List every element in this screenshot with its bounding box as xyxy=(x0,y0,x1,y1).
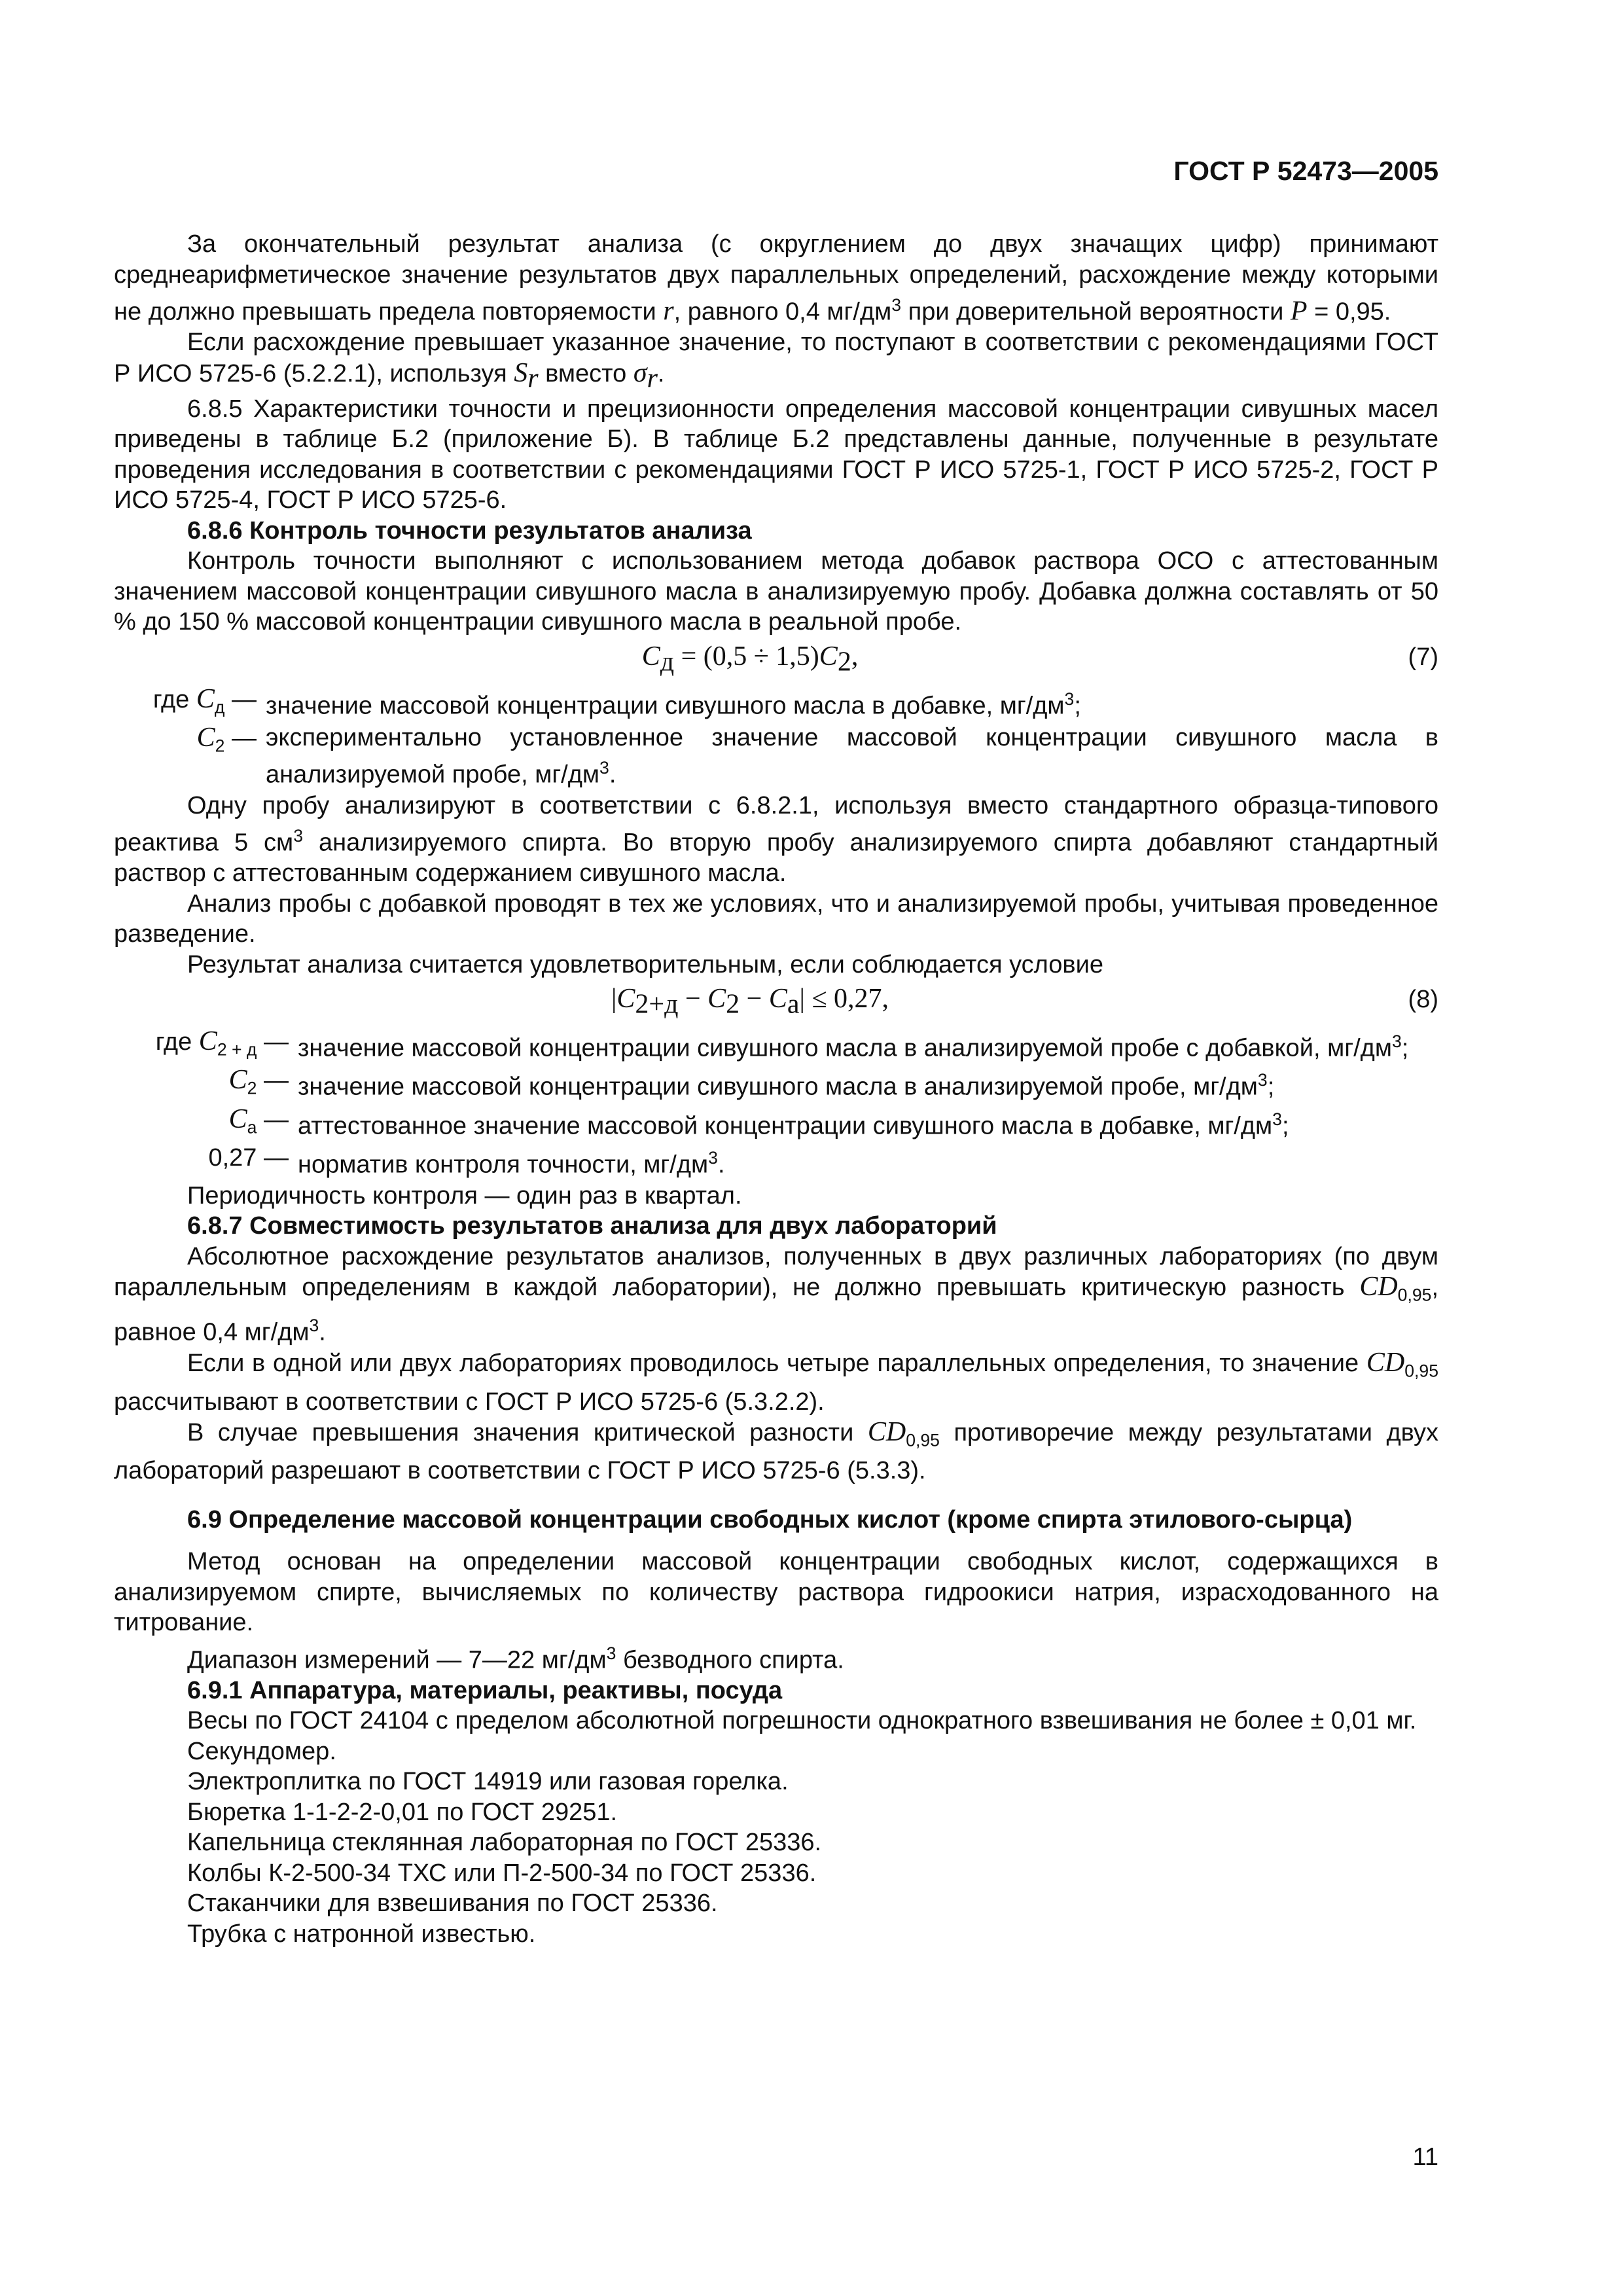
paragraph-6-8-5: 6.8.5 Характеристики точности и прецизионности определения массовой концентрации сивушных масел приведены в таблице Б.2 (приложение Б). В таблице Б.2 представлены данные, полученные в результате проведения исследования в соответствии с рекомендациями ГОСТ Р ИСО 5725-1, ГОСТ Р ИСО 5725-2, ГОСТ Р ИСО 5725-4, ГОСТ Р ИСО 5725-6. xyxy=(114,395,1438,514)
equipment-item: Бюретка 1-1-2-2-0,01 по ГОСТ 29251. xyxy=(187,1798,618,1826)
paragraph-spiked-sample: Анализ пробы с добавкой проводят в тех же условиях, что и анализируемой пробы, учитывая проведенное разведение. xyxy=(114,889,1438,948)
where-item: $C_2$ — экспериментально установленное значение массовой концентрации сивушного масла в анализируемой пробе, $мг/дм^3$. xyxy=(196,722,1438,789)
heading-6-8-6: 6.8.6 Контроль точности результатов анализа xyxy=(187,516,752,545)
equipment-item: Стаканчики для взвешивания по ГОСТ 25336. xyxy=(187,1890,718,1918)
paragraph-four-determinations: Если в одной или двух лабораториях проводилось четыре параллельных определения, то значение $CD_{0,95}$ рассчитывают в соответствии с ГОСТ Р ИСО 5725-6 (5.3.2.2). xyxy=(114,1348,1438,1416)
where-item: где $C_д$ — значение массовой концентрации сивушного масла в добавке, $мг/дм^3$; xyxy=(152,683,1081,720)
paragraph-final-result: За окончательный результат анализа (с округлением до двух значащих цифр) принимают среднеарифметическое значение результатов двух параллельных определений, расхождение между которыми не должно превышать предела повторяемости r, равного 0,4 $мг/дм^3$ при доверительной вероятности P = 0,95. xyxy=(114,230,1438,327)
equipment-item: Трубка с натронной известью. xyxy=(187,1920,536,1948)
paragraph-condition: Результат анализа считается удовлетворительным, если соблюдается условие xyxy=(187,950,1103,978)
paragraph-range: Диапазон измерений — 7—22 $мг/дм^3$ безводного спирта. xyxy=(187,1643,844,1674)
where-item: 0,27 — норматив контроля точности, $мг/дм^3$. xyxy=(208,1143,725,1179)
paragraph-method: Метод основан на определении массовой концентрации свободных кислот, содержащихся в анализируемом спирте, вычисляемых по количеству раствора гидроокиси натрия, израсходованного на титрование. xyxy=(114,1548,1438,1637)
equipment-item: Электроплитка по ГОСТ 14919 или газовая горелка. xyxy=(187,1768,789,1796)
formula-8-number: (8) xyxy=(1408,986,1438,1014)
where-item: $C_а$ — аттестованное значение массовой концентрации сивушного масла в добавке, $мг/дм^3$; xyxy=(228,1103,1289,1140)
paragraph-discrepancy: Если расхождение превышает указанное значение, то поступают в соответствии с рекомендациями ГОСТ Р ИСО 5725-6 (5.2.2.1), используя $S_r$ вместо $\sigma_r$. xyxy=(114,329,1438,394)
equipment-item: Секундомер. xyxy=(187,1737,336,1765)
heading-6-8-7: 6.8.7 Совместимость результатов анализа для двух лабораторий xyxy=(187,1212,997,1240)
equipment-item: Колбы К-2-500-34 ТХС или П-2-500-34 по ГОСТ 25336. xyxy=(187,1859,817,1887)
formula-7-number: (7) xyxy=(1408,643,1438,671)
formula-8: $|C_{2+д} - C_2 - C_а| \le 0,27$, (8) xyxy=(611,984,1438,1020)
paragraph-scales: Весы по ГОСТ 24104 с пределом абсолютной погрешности однократного взвешивания не более ± 0,01 мг. xyxy=(187,1707,1417,1735)
paragraph-accuracy-control: Контроль точности выполняют с использованием метода добавок раствора ОСО с аттестованным значением массовой концентрации сивушного масла в анализируемую пробу. Добавка должна составлять от 50 % до 150 % массовой концентрации сивушного масла в реальной пробе. xyxy=(114,547,1438,636)
page-content xyxy=(114,229,1438,1949)
page-number: 11 xyxy=(1412,2144,1438,2171)
where-item: $C_2$ — значение массовой концентрации сивушного масла в анализируемой пробе, $мг/дм^3$; xyxy=(228,1065,1275,1102)
equipment-item: Капельница стеклянная лабораторная по ГОСТ 25336. xyxy=(187,1829,822,1857)
paragraph-periodicity: Периодичность контроля — один раз в квартал. xyxy=(187,1181,742,1210)
paragraph-absolute-difference: Абсолютное расхождение результатов анализов, полученных в двух различных лабораториях (по двум параллельным определениям в каждой лаборатории), не должно превышать критическую разность $CD_{0,95}$, равное 0,4 $мг/дм^3$. xyxy=(114,1242,1438,1346)
formula-7: $C_д = (0,5 \div 1,5)C_2$, (7) xyxy=(641,641,1438,677)
document-header: ГОСТ Р 52473—2005 xyxy=(1173,156,1438,186)
paragraph-critical-exceed: В случае превышения значения критической разности $CD_{0,95}$ противоречие между результатами двух лабораторий разрешают в соответствии с ГОСТ Р ИСО 5725-6 (5.3.3). xyxy=(114,1417,1438,1485)
heading-6-9-1: 6.9.1 Аппаратура, материалы, реактивы, посуда xyxy=(187,1676,783,1704)
heading-6-9: 6.9 Определение массовой концентрации свободных кислот (кроме спирта этилового-сырца) xyxy=(187,1505,1353,1534)
paragraph-one-sample: Одну пробу анализируют в соответствии с 6.8.2.1, используя вместо стандартного образца-типового реактива 5 $см^3$ анализируемого спирта. Во вторую пробу анализируемого спирта добавляют стандартный раствор с аттестованным содержанием сивушного масла. xyxy=(114,791,1438,888)
where-item: где $C_{2 + д}$ — значение массовой концентрации сивушного масла в анализируемой пробе с добавкой, $мг/дм^3$; xyxy=(155,1026,1409,1062)
